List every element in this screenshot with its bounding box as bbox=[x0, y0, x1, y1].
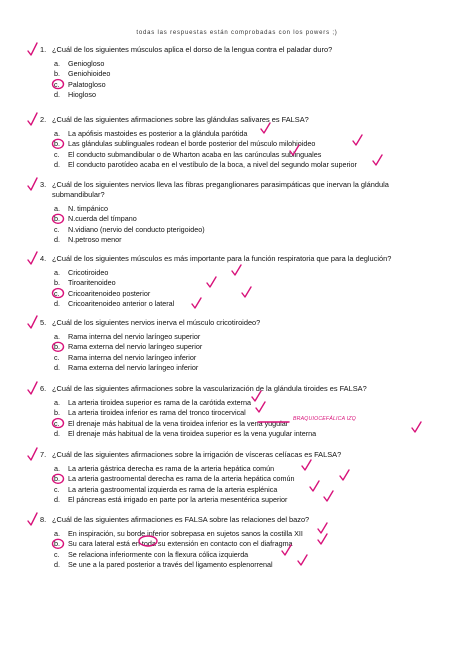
option-letter: b. bbox=[54, 408, 60, 418]
option-check-mark bbox=[242, 287, 251, 297]
option-check-mark bbox=[324, 491, 333, 501]
option-text: Tiroaritenoideo bbox=[68, 278, 116, 288]
answer-option bbox=[54, 474, 295, 483]
answer-option bbox=[54, 529, 303, 538]
option-text: El drenaje más habitual de la vena tiroidea superior es la vena yugular interna bbox=[68, 428, 317, 438]
option-letter: b. bbox=[54, 139, 60, 149]
option-letter: d. bbox=[54, 362, 60, 372]
question-text: ¿Cuál de las siguientes afirmaciones sobre la irrigación de vísceras celíacas es FALSA? bbox=[52, 450, 342, 459]
option-text: La arteria gastroomental derecha es rama de la arteria hepática común bbox=[68, 474, 295, 484]
option-letter: c. bbox=[54, 224, 60, 234]
question-number: 7. bbox=[40, 450, 47, 459]
question-check-mark bbox=[28, 43, 37, 55]
option-text: En inspiración, su borde inferior sobrepasa en sujetos sanos la costilla XII bbox=[68, 529, 303, 538]
option-letter: c. bbox=[54, 549, 60, 559]
option-text: N.petroso menor bbox=[68, 234, 122, 244]
answer-option bbox=[54, 150, 321, 159]
answer-option bbox=[54, 235, 122, 244]
option-check-mark bbox=[318, 534, 327, 544]
answer-option bbox=[54, 363, 198, 372]
option-text: Geniogloso bbox=[68, 59, 105, 68]
option-text: Su cara lateral está en toda su extensión en contacto con el diafragma bbox=[68, 539, 293, 549]
option-letter: d. bbox=[54, 298, 60, 308]
option-text: N. timpánico bbox=[68, 204, 108, 213]
option-check-mark bbox=[261, 123, 270, 133]
question-number: 2. bbox=[40, 115, 47, 124]
question-text: ¿Cuál de las siguientes afirmaciones es FALSA sobre las relaciones del bazo? bbox=[52, 515, 310, 524]
option-text: El páncreas está irrigado en parte por la arteria mesentérica superior bbox=[68, 494, 288, 504]
option-text: La arteria gástrica derecha es rama de la arteria hepática común bbox=[68, 464, 275, 473]
answer-option bbox=[54, 495, 287, 504]
question-number: 4. bbox=[40, 254, 47, 263]
option-letter: a. bbox=[54, 204, 60, 213]
option-check-mark bbox=[310, 481, 319, 491]
question-check-mark bbox=[28, 382, 37, 394]
answer-option bbox=[54, 278, 116, 287]
option-letter: c. bbox=[54, 288, 60, 298]
option-check-mark bbox=[192, 298, 201, 308]
option-letter: c. bbox=[54, 418, 60, 428]
answer-option bbox=[54, 268, 108, 277]
question-check-mark bbox=[28, 316, 37, 328]
question-check-mark bbox=[28, 252, 37, 264]
option-letter: a. bbox=[54, 332, 60, 341]
question-text: ¿Cuál de las siguientes afirmaciones sobre la vascularización de la glándula tiroides es FALSA? bbox=[52, 384, 367, 393]
option-text: Rama externa del nervio laríngeo inferior bbox=[68, 362, 199, 372]
option-text: El conducto parotídeo acaba en el vestíbulo de la boca, a nivel del segundo molar superior bbox=[68, 159, 357, 169]
question-text: ¿Cuál de los siguientes nervios lleva las fibras preganglionares parasimpáticas que inervan la glándula bbox=[52, 180, 389, 189]
option-letter: d. bbox=[54, 559, 60, 569]
option-text: La apófisis mastoides es posterior a la glándula parótida bbox=[68, 129, 248, 138]
question-number: 1. bbox=[40, 45, 47, 54]
option-text: Rama interna del nervio laríngeo inferior bbox=[68, 352, 197, 362]
question-check-mark bbox=[28, 448, 37, 460]
option-check-mark bbox=[232, 265, 241, 275]
option-text: Rama externa del nervio laríngeo superior bbox=[68, 342, 203, 352]
option-text: El conducto submandibular o de Wharton acaba en las carúnculas sublinguales bbox=[68, 149, 322, 159]
option-text: Hiogloso bbox=[68, 89, 96, 99]
option-check-mark bbox=[412, 422, 421, 432]
answer-option bbox=[54, 342, 202, 351]
answer-option bbox=[54, 289, 150, 298]
answer-option bbox=[54, 80, 106, 89]
option-letter: a. bbox=[54, 529, 60, 538]
answer-option bbox=[54, 214, 137, 223]
option-letter: b. bbox=[54, 474, 60, 484]
answer-option bbox=[54, 299, 174, 308]
option-check-mark bbox=[207, 277, 216, 287]
answer-option bbox=[54, 539, 293, 548]
option-letter: a. bbox=[54, 129, 60, 138]
answer-option bbox=[54, 464, 274, 473]
option-letter: a. bbox=[54, 398, 60, 407]
option-letter: d. bbox=[54, 494, 60, 504]
option-text: Geniohioideo bbox=[68, 69, 111, 79]
option-letter: a. bbox=[54, 59, 60, 68]
option-check-mark bbox=[353, 135, 362, 145]
question-number: 8. bbox=[40, 515, 47, 524]
answer-option bbox=[54, 485, 277, 494]
option-check-mark bbox=[302, 460, 311, 470]
option-letter: c. bbox=[54, 352, 60, 362]
question-text: ¿Cuál de las siguientes afirmaciones sobre las glándulas salivares es FALSA? bbox=[52, 115, 309, 124]
question-text: ¿Cuál de los siguientes músculos aplica el dorso de la lengua contra el paladar duro? bbox=[52, 45, 333, 54]
option-letter: d. bbox=[54, 159, 60, 169]
answer-option bbox=[54, 129, 247, 138]
answer-option bbox=[54, 353, 196, 362]
option-text: Palatogloso bbox=[68, 79, 106, 89]
option-letter: a. bbox=[54, 268, 60, 277]
answer-option bbox=[54, 59, 104, 68]
option-text: Se une a la pared posterior a través del ligamento esplenorrenal bbox=[68, 559, 273, 569]
answer-option bbox=[54, 204, 108, 213]
answer-option bbox=[54, 69, 110, 78]
option-text: Cricoaritenoideo anterior o lateral bbox=[68, 298, 175, 308]
answer-option bbox=[54, 332, 200, 341]
option-check-mark bbox=[373, 155, 382, 165]
question-number: 3. bbox=[40, 180, 47, 189]
option-check-mark bbox=[298, 555, 307, 565]
option-letter: d. bbox=[54, 89, 60, 99]
option-text: N.vidiano (nervio del conducto pterigoideo) bbox=[68, 224, 205, 234]
answer-option bbox=[54, 550, 248, 559]
option-check-mark bbox=[340, 470, 349, 480]
answer-option bbox=[54, 90, 96, 99]
question-check-mark bbox=[28, 178, 37, 190]
option-text: Las glándulas sublinguales rodean el borde posterior del músculo milohioideo bbox=[68, 139, 316, 149]
option-letter: b. bbox=[54, 539, 60, 549]
option-letter: b. bbox=[54, 69, 60, 79]
option-letter: d. bbox=[54, 428, 60, 438]
option-letter: b. bbox=[54, 214, 60, 224]
question-check-mark bbox=[28, 513, 37, 525]
option-letter: c. bbox=[54, 149, 60, 159]
question-number: 5. bbox=[40, 318, 47, 327]
option-letter: c. bbox=[54, 484, 60, 494]
option-letter: b. bbox=[54, 342, 60, 352]
option-text: Cricotiroideo bbox=[68, 268, 109, 277]
option-text: El drenaje más habitual de la vena tiroidea inferior es la vena yugular bbox=[68, 418, 289, 428]
question-check-mark bbox=[28, 113, 37, 125]
option-text: La arteria tiroidea inferior es rama del tronco tirocervical bbox=[68, 408, 246, 418]
answer-option bbox=[54, 225, 205, 234]
option-letter: a. bbox=[54, 464, 60, 473]
answer-option bbox=[54, 398, 251, 407]
answer-option bbox=[54, 160, 357, 169]
option-text: Cricoaritenoideo posterior bbox=[68, 288, 151, 298]
answer-option bbox=[54, 419, 288, 428]
option-check-mark bbox=[318, 523, 327, 533]
question-number: 6. bbox=[40, 384, 47, 393]
option-text: Se relaciona inferiormente con la flexura cólica izquierda bbox=[68, 549, 249, 559]
option-text: La arteria gastroomental izquierda es rama de la arteria esplénica bbox=[68, 484, 278, 494]
question-text: ¿Cuál de los siguientes músculos es más importante para la función respiratoria que para la deglución? bbox=[52, 254, 392, 263]
answer-option bbox=[54, 408, 246, 417]
answer-option bbox=[54, 560, 273, 569]
answer-option bbox=[54, 429, 316, 438]
option-check-mark bbox=[256, 402, 265, 412]
option-text: La arteria tiroidea superior es rama de la carótida externa bbox=[68, 398, 251, 407]
option-text: Rama interna del nervio laríngeo superior bbox=[68, 332, 201, 341]
answer-option bbox=[54, 139, 315, 148]
question-text: ¿Cuál de los siguientes nervios inerva el músculo cricotiroideo? bbox=[52, 318, 261, 327]
handwritten-annotation: BRAQUIOCEFÁLICA IZQ bbox=[293, 416, 356, 422]
option-letter: b. bbox=[54, 278, 60, 288]
option-letter: c. bbox=[54, 79, 60, 89]
option-text: N.cuerda del tímpano bbox=[68, 214, 137, 224]
page-header-note: todas las respuestas están comprobadas con los powers ;) bbox=[136, 30, 338, 36]
option-letter: d. bbox=[54, 234, 60, 244]
question-text-continued: submandibular? bbox=[52, 190, 105, 199]
